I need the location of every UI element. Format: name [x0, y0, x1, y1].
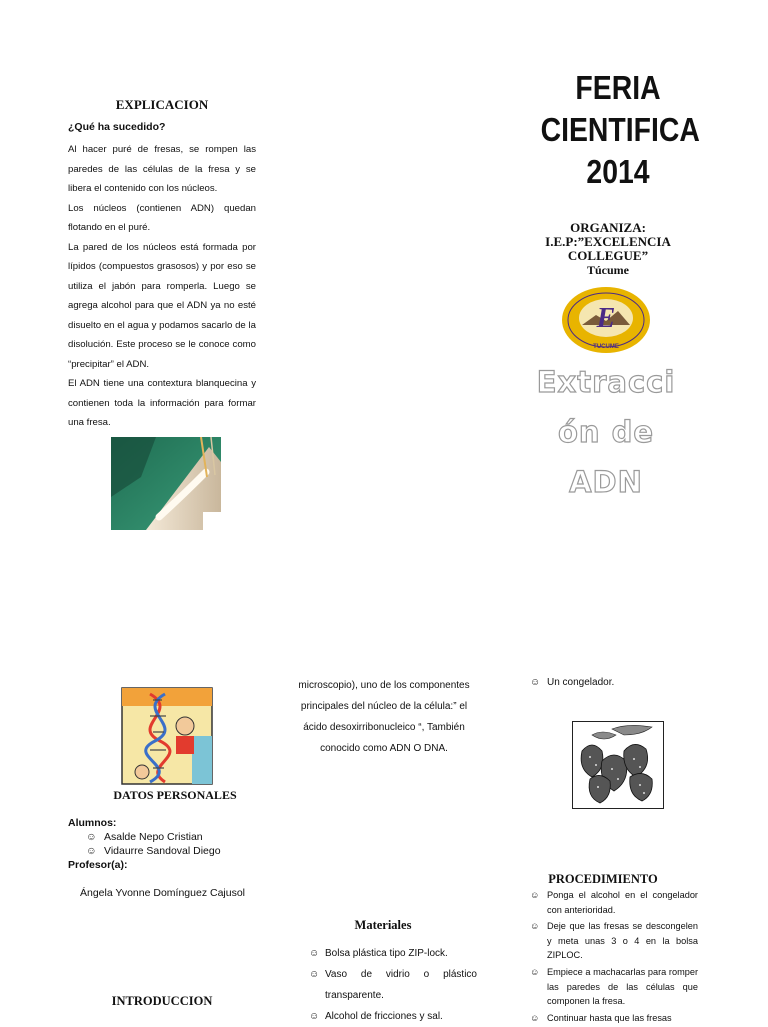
smiley-icon: ☺ [309, 948, 320, 959]
explicacion-paragraph: La pared de los núcleos está formada por lípidos (compuestos grasosos) y por eso se utiliza el jabón para romperla. Luego se agrega alcohol para que el ADN ya no esté disuelto en el agua y podamos sacarlo de la disolución. Este proceso se le conoce como “precipitar” el ADN. [68, 241, 256, 370]
middle-line: ácido desoxirribonucleico “, También [303, 722, 465, 733]
cover-title [528, 67, 708, 193]
datos-heading: DATOS PERSONALES [113, 788, 237, 802]
materiales-text: Bolsa plástica tipo ZIP-lock. [325, 948, 448, 959]
cover-title-line: CIENTIFICA [540, 111, 700, 148]
materiales-list [309, 943, 477, 1027]
procedimiento-text: Ponga el alcohol en el congelador con anterioridad. [547, 890, 698, 915]
smiley-icon: ☺ [530, 890, 540, 900]
materiales-item [309, 964, 477, 1006]
smiley-icon: ☺ [530, 677, 541, 688]
organiza-label: ORGANIZA: [570, 220, 646, 235]
materiales-extra-item [530, 677, 614, 688]
materiales-item [309, 943, 477, 964]
middle-line: principales del núcleo de la célula:” el [300, 701, 468, 712]
procedimiento-step [530, 1011, 698, 1026]
strawberry-image [572, 721, 664, 809]
procedimiento-text: Empiece a machacarlas para romper las paredes de las células que componen la fresa. [547, 966, 698, 1007]
procedimiento-text: Continuar hasta que las fresas [547, 1012, 672, 1023]
explicacion-body [68, 140, 256, 433]
alumnos-list [86, 830, 221, 858]
dna-extraction-photo [111, 437, 221, 530]
procedimiento-step [530, 919, 698, 963]
smiley-icon: ☺ [86, 831, 97, 843]
procedimiento-text: Deje que las fresas se descongelen y meta unas 3 o 4 en la bolsa ZIPLOC. [547, 921, 698, 961]
explicacion-heading: EXPLICACION [115, 97, 209, 112]
org-city: Túcume [587, 263, 629, 277]
procedimiento-step [530, 888, 698, 917]
explicacion-question: ¿Qué ha sucedido? [68, 121, 166, 133]
materiales-text: Alcohol de fricciones y sal. [325, 1011, 443, 1022]
logo-letter: E [596, 303, 616, 334]
org-name-line: COLLEGUE” [567, 248, 649, 263]
middle-line: conocido como ADN O DNA. [320, 743, 448, 754]
alumno-name: Asalde Nepo Cristian [104, 831, 203, 843]
logo-bottom-text: TUCUME [593, 344, 619, 350]
profesor-label: Profesor(a): [68, 859, 128, 871]
smiley-icon: ☺ [309, 969, 320, 980]
profesor-name: Ángela Yvonne Domínguez Cajusol [80, 887, 246, 899]
middle-text [285, 675, 483, 759]
subtitle-line: ADN [569, 465, 643, 499]
school-logo [560, 285, 652, 355]
smiley-icon: ☺ [530, 966, 540, 977]
middle-line: microscopio), uno de los componentes [298, 680, 470, 691]
organiza-block [518, 221, 698, 277]
procedimiento-list [530, 888, 698, 1027]
cover-title-line: FERIA [575, 69, 661, 106]
cover-subtitle [518, 357, 694, 507]
dna-clipart [120, 686, 214, 786]
subtitle-line: ón de [557, 415, 655, 449]
alumno-item [86, 844, 221, 858]
explicacion-paragraph: Los núcleos (contienen ADN) quedan flotando en el puré. [68, 202, 256, 233]
alumno-item [86, 830, 221, 844]
materiales-text: Vaso de vidrio o plástico transparente. [325, 969, 477, 1001]
alumno-name: Vidaurre Sandoval Diego [104, 845, 221, 857]
alumnos-label: Alumnos: [68, 817, 117, 829]
procedimiento-step [530, 965, 698, 1009]
smiley-icon: ☺ [309, 1011, 320, 1022]
materiales-heading: Materiales [354, 918, 412, 932]
smiley-icon: ☺ [530, 1012, 540, 1023]
subtitle-line: Extracci [536, 365, 676, 399]
cover-title-line: 2014 [586, 153, 650, 190]
explicacion-paragraph: El ADN tiene una contextura blanquecina y contienen toda la información para formar una fresa. [68, 378, 256, 428]
org-name-line: I.E.P:”EXCELENCIA [545, 234, 671, 249]
materiales-text: Un congelador. [547, 677, 615, 688]
procedimiento-heading: PROCEDIMIENTO [548, 872, 658, 886]
smiley-icon: ☺ [86, 845, 97, 857]
introduccion-heading: INTRODUCCION [111, 994, 213, 1008]
explicacion-paragraph: Al hacer puré de fresas, se rompen las paredes de las células de la fresa y se libera el contenido con los núcleos. [68, 144, 256, 194]
smiley-icon: ☺ [530, 921, 540, 932]
